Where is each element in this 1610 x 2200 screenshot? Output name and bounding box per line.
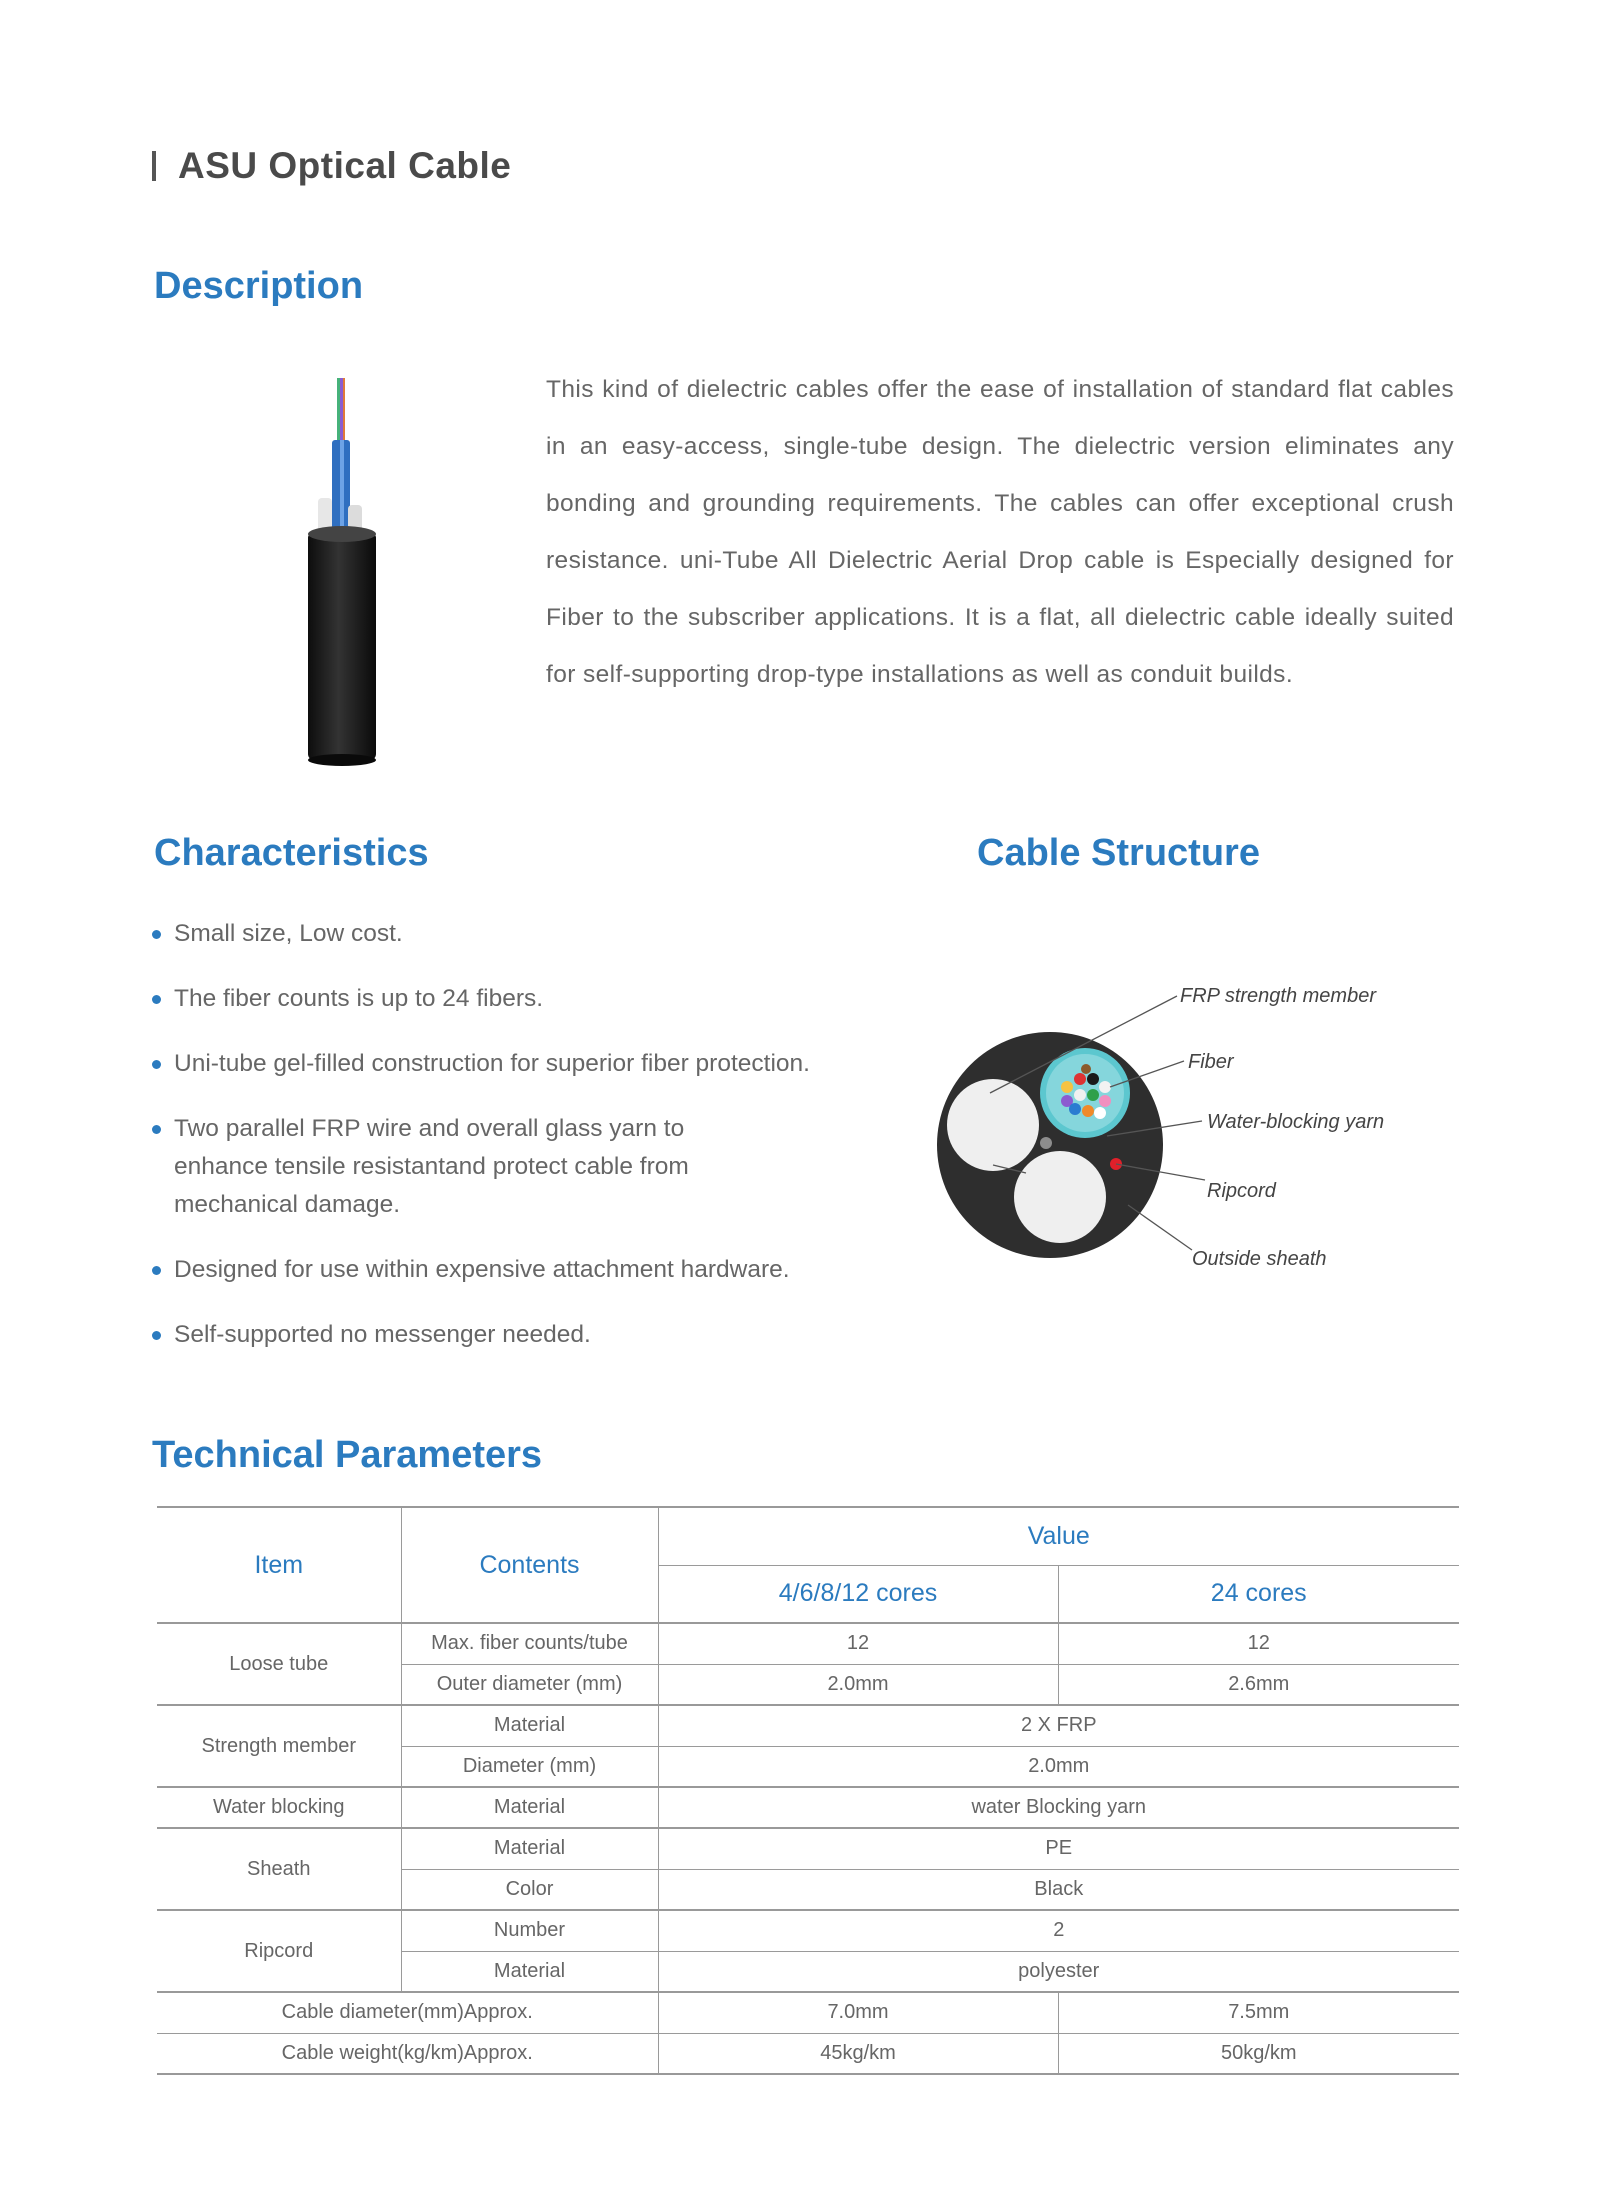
table-cell: Cable diameter(mm)Approx. bbox=[157, 1992, 658, 2033]
list-item: The fiber counts is up to 24 fibers. bbox=[152, 980, 872, 1018]
page-title-text: ASU Optical Cable bbox=[178, 145, 512, 186]
table-cell: Diameter (mm) bbox=[401, 1746, 658, 1787]
table-cell: 7.5mm bbox=[1058, 1992, 1459, 2033]
page-title bbox=[152, 145, 511, 187]
table-cell: Cable weight(kg/km)Approx. bbox=[157, 2033, 658, 2074]
label-ripcord: Ripcord bbox=[1207, 1180, 1276, 1202]
table-cell: 50kg/km bbox=[1058, 2033, 1459, 2074]
label-fiber: Fiber bbox=[1188, 1051, 1234, 1073]
list-item: Self-supported no messenger needed. bbox=[152, 1316, 872, 1354]
table-cell: 45kg/km bbox=[658, 2033, 1058, 2074]
table-cell: 12 bbox=[658, 1623, 1058, 1664]
table-cell: Material bbox=[401, 1787, 658, 1828]
list-item: Two parallel FRP wire and overall glass yarn to enhance tensile resistantand protect cable from mechanical damage. bbox=[152, 1110, 712, 1224]
table-cell: 12 bbox=[1058, 1623, 1459, 1664]
table-cell: 2.0mm bbox=[658, 1664, 1058, 1705]
table-cell: Color bbox=[401, 1869, 658, 1910]
table-cell: Material bbox=[401, 1951, 658, 1992]
table-cell: Outer diameter (mm) bbox=[401, 1664, 658, 1705]
header-contents: Contents bbox=[401, 1507, 658, 1623]
table-cell: 7.0mm bbox=[658, 1992, 1058, 2033]
row-group-label: Sheath bbox=[157, 1828, 401, 1910]
description-text: This kind of dielectric cables offer the ease of installation of standard flat cables in an easy-access, single-tube design. The dielectric version eliminates any bonding and grounding requirements. The cables can offer exceptional crush resistance. uni-Tube All Dielectric Aerial Drop cable is Especially designed for Fiber to the subscriber applications. It is a flat, all dielectric cable ideally suited for self-supporting drop-type installations as well as conduit builds. bbox=[546, 376, 1454, 688]
row-group-label: Ripcord bbox=[157, 1910, 401, 1992]
table-cell: PE bbox=[658, 1828, 1459, 1869]
row-group-label: Loose tube bbox=[157, 1623, 401, 1705]
table-cell: 2 bbox=[658, 1910, 1459, 1951]
frp-strength-member-left bbox=[947, 1079, 1039, 1171]
technical-parameters-heading: Technical Parameters bbox=[152, 1434, 543, 1476]
cable-structure-heading: Cable Structure bbox=[977, 832, 1260, 874]
characteristics-list bbox=[152, 915, 872, 1381]
list-item: Small size, Low cost. bbox=[152, 915, 872, 953]
table-cell: Material bbox=[401, 1828, 658, 1869]
table-cell: Material bbox=[401, 1705, 658, 1746]
row-group-label: Water blocking bbox=[157, 1787, 401, 1828]
table-cell: Black bbox=[658, 1869, 1459, 1910]
table-cell: 2 X FRP bbox=[658, 1705, 1459, 1746]
header-col-large: 24 cores bbox=[1058, 1565, 1459, 1623]
characteristics-heading: Characteristics bbox=[154, 832, 429, 874]
title-bar-marker bbox=[152, 151, 156, 181]
header-item: Item bbox=[157, 1507, 401, 1623]
cable-product-photo bbox=[290, 370, 400, 770]
label-water-blocking-yarn: Water-blocking yarn bbox=[1207, 1111, 1385, 1133]
table-cell: polyester bbox=[658, 1951, 1459, 1992]
header-value: Value bbox=[658, 1507, 1459, 1565]
header-col-small: 4/6/8/12 cores bbox=[658, 1565, 1058, 1623]
table-cell: 2.0mm bbox=[658, 1746, 1459, 1787]
table-cell: Max. fiber counts/tube bbox=[401, 1623, 658, 1664]
cable-structure-diagram bbox=[930, 975, 1410, 1295]
table-cell: Number bbox=[401, 1910, 658, 1951]
row-group-label: Strength member bbox=[157, 1705, 401, 1787]
list-item: Uni-tube gel-filled construction for superior fiber protection. bbox=[152, 1045, 872, 1083]
table-cell: water Blocking yarn bbox=[658, 1787, 1459, 1828]
frp-strength-member-right bbox=[1014, 1151, 1106, 1243]
label-frp-strength-member: FRP strength member bbox=[1180, 985, 1376, 1007]
label-outside-sheath: Outside sheath bbox=[1192, 1248, 1327, 1270]
description-heading: Description bbox=[154, 265, 364, 307]
table-cell: 2.6mm bbox=[1058, 1664, 1459, 1705]
list-item: Designed for use within expensive attachment hardware. bbox=[152, 1251, 872, 1289]
technical-parameters-table bbox=[157, 1506, 1459, 2075]
